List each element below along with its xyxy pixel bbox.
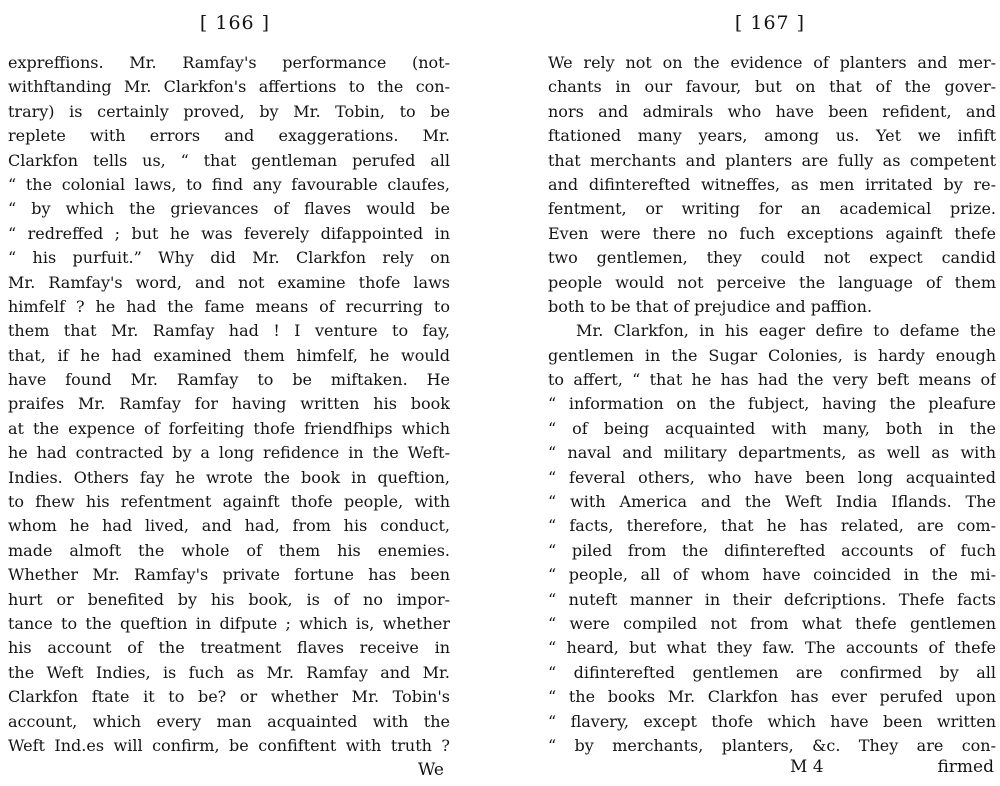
text-line: “ were compiled not from what thefe gentlemen: [548, 613, 996, 633]
text-line: to affert, “ that he has had the very beft means of: [548, 370, 996, 390]
text-line: hurt or benefited by his book, is of no impor-: [8, 589, 450, 609]
left-page: [0, 0, 470, 786]
text-line: made almoft the whole of them his enemies.: [8, 540, 450, 560]
text-line: “ redreffed ; but he was feverely difappointed in: [8, 223, 450, 243]
text-line: and difinterefted witneffes, as men irritated by re-: [548, 174, 996, 194]
text-line: “ nuteft manner in their defcriptions. Thefe facts: [548, 589, 996, 609]
text-line: both to be that of prejudice and paffion.: [548, 296, 873, 316]
text-line: have found Mr. Ramfay to be miftaken. He: [8, 370, 450, 390]
text-line: chants in our favour, but on that of the gover-: [548, 77, 996, 97]
text-line: We rely not on the evidence of planters and mer-: [548, 53, 996, 72]
text-line: that, if he had examined them himfelf, he would: [8, 345, 450, 365]
text-line: “ with America and the Weft India Iflands. The: [548, 492, 996, 512]
text-line: at the expence of forfeiting thofe friendfhips which: [8, 418, 450, 438]
text-line: the Weft Indies, is fuch as Mr. Ramfay and Mr.: [8, 662, 450, 682]
text-line: “ the colonial laws, to find any favourable claufes,: [8, 174, 450, 194]
text-line: trary) is certainly proved, by Mr. Tobin, to be: [8, 101, 450, 121]
text-line: ftationed many years, among us. Yet we infift: [548, 126, 996, 146]
text-line: expreffions. Mr. Ramfay's performance (not-: [8, 53, 450, 72]
text-line: nors and admirals who have been refident, and: [548, 101, 996, 121]
text-line: replete with errors and exaggerations. Mr.: [8, 126, 450, 146]
text-line: tance to the queftion in difpute ; which is, whether: [8, 613, 450, 633]
text-line: two gentlemen, they could not expect candid: [548, 248, 996, 268]
text-line: he had contracted by a long refidence in the Weft-: [8, 443, 450, 463]
text-line: Indies. Others fay he wrote the book in queftion,: [8, 467, 450, 487]
right-page-text: [548, 51, 996, 758]
signature-mark: M 4: [790, 757, 824, 777]
text-line: “ by which the grievances of flaves would be: [8, 199, 450, 219]
text-line: Clarkfon tells us, “ that gentleman perufed all: [8, 150, 450, 170]
text-line: Weft Ind.es will confirm, be confiftent with truth ?: [8, 735, 450, 755]
text-line: his account of the treatment flaves receive in: [8, 638, 450, 658]
text-line: “ naval and military departments, as well as with: [548, 443, 996, 463]
text-line: “ of being acquainted with many, both in the: [548, 418, 996, 438]
left-page-text: [8, 51, 450, 758]
text-line: gentlemen in the Sugar Colonies, is hardy enough: [548, 345, 996, 365]
text-line: “ the books Mr. Clarkfon has ever perufed upon: [548, 687, 996, 707]
text-line: account, which every man acquainted with the: [8, 711, 450, 731]
text-line: praifes Mr. Ramfay for having written his book: [8, 394, 450, 414]
text-line: “ his purfuit.” Why did Mr. Clarkfon rely on: [8, 248, 450, 268]
left-page-number: [ 166 ]: [199, 12, 271, 34]
text-line: to fhew his refentment againft thofe people, with: [8, 492, 450, 512]
left-catchword: We: [417, 760, 444, 780]
text-line: that merchants and planters are fully as competent: [548, 150, 996, 170]
text-line: “ people, all of whom have coincided in the mi-: [548, 565, 996, 585]
text-line: himfelf ? he had the fame means of recurring to: [8, 296, 450, 316]
text-line: withftanding Mr. Clarkfon's affertions to the con-: [8, 77, 450, 97]
text-line: “ piled from the difinterefted accounts of fuch: [548, 540, 996, 560]
text-line: Mr. Ramfay's word, and not examine thofe laws: [8, 272, 450, 292]
text-line: “ difinterefted gentlemen are confirmed by all: [548, 662, 996, 682]
text-line: Mr. Clarkfon, in his eager defire to defame the: [576, 321, 996, 341]
text-line: “ facts, therefore, that he has related, are com-: [548, 516, 996, 536]
text-line: “ feveral others, who have been long acquainted: [548, 467, 996, 487]
text-line: Even were there no fuch exceptions againft thefe: [548, 223, 996, 243]
text-line: whom he had lived, and had, from his conduct,: [8, 516, 450, 536]
text-line: Whether Mr. Ramfay's private fortune has been: [8, 565, 450, 585]
right-catchword: firmed: [937, 757, 994, 777]
right-page-number: [ 167 ]: [734, 12, 806, 34]
text-line: “ by merchants, planters, &c. They are con-: [548, 735, 996, 755]
text-line: fentment, or writing for an academical prize.: [548, 199, 996, 219]
right-page: [540, 0, 1000, 786]
text-line: people would not perceive the language of them: [548, 272, 996, 292]
text-line: them that Mr. Ramfay had ! I venture to fay,: [8, 321, 450, 341]
text-line: “ information on the fubject, having the pleafure: [548, 394, 996, 414]
text-line: Clarkfon ftate it to be? or whether Mr. Tobin's: [8, 687, 450, 707]
text-line: “ flavery, except thofe which have been written: [548, 711, 996, 731]
text-line: “ heard, but what they faw. The accounts of thefe: [548, 638, 996, 658]
